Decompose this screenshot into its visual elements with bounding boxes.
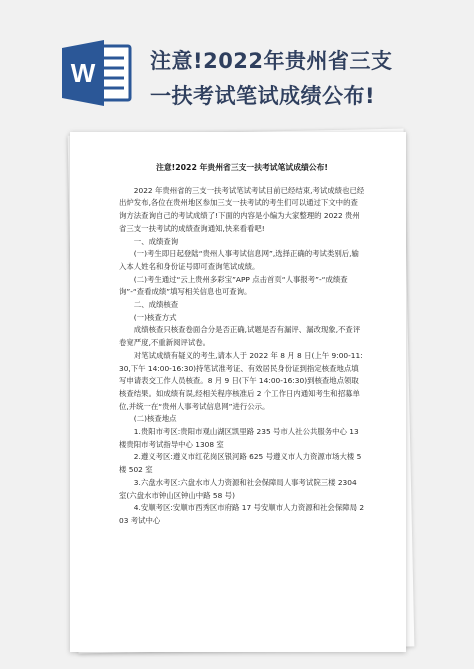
word-letter: W bbox=[70, 58, 96, 88]
header-banner bbox=[0, 0, 474, 140]
document-paragraph: (一)考生即日起登陆“贵州人事考试信息网”,选择正确的考试类别后,输入本人姓名和身份证号即可查询笔试成绩。 bbox=[119, 249, 359, 271]
section-heading: 二、成绩核查 bbox=[133, 300, 179, 310]
document-paragraph: 3.六盘水考区:六盘水市人力资源和社会保障局人事考试院三楼 2304 室(六盘水市钟山区钟山中路 58 号) bbox=[119, 477, 357, 500]
section-heading: (一)核查方式 bbox=[133, 312, 177, 322]
page-title-line-1: 注意!2022年贵州省三支 bbox=[150, 49, 393, 73]
document-paragraph: 4.安顺考区:安顺市西秀区市府路 17 号安顺市人力资源和社会保障局 203 考试中心 bbox=[119, 503, 365, 525]
paragraph-list bbox=[119, 185, 365, 528]
document-title: 注意!2022 年贵州省三支一扶考试笔试成绩公布! bbox=[156, 163, 328, 172]
document-paragraph: 2.遵义考区:遵义市红花岗区银河路 625 号遵义市人力资源市场大楼 5 楼 502 室 bbox=[119, 452, 362, 475]
page-title-line-2: 一扶考试笔试成绩公布! bbox=[150, 84, 376, 108]
section-heading: 一、成绩查询 bbox=[133, 236, 179, 246]
document-paragraph: 1.贵阳市考区:贵阳市观山湖区凯里路 235 号市人社公共服务中心 13 楼贵阳市考试指导中心 1308 室 bbox=[119, 427, 359, 449]
document-paragraph: 2022 年贵州省的三支一扶考试笔试考试目前已经结束,考试成绩也已经出炉发布,各位在贵州地区参加三支一扶考试的考生们可以通过下文中的查询方法查询自己的考试成绩了!下面的内容是小编为大家整理的 2022 贵州省三支一扶考试的成绩查询通知,快来看看吧! bbox=[119, 185, 365, 233]
document-paragraph: (二)考生通过“云上贵州多彩宝”APP 点击首页“人事报考”-“成绩查询”-“查看成绩”填写相关信息也可查询。 bbox=[119, 274, 348, 297]
document-paragraph: 对笔试成绩有疑义的考生,请本人于 2022 年 8 月 8 日(上午 9:00-11:30,下午 14:00-16:30)持笔试准考证、有效居民身份证到指定核查地点填写申请表交工作人员核查。8 月 9 日(下午 14:00-16:30)到核查地点领取核查结果。如成绩有误,经相关程序核准后 2 个工作日内通知考生和招募单位,并统一在“贵州人事考试信息网”进行公示。 bbox=[119, 350, 363, 411]
document-body bbox=[119, 162, 365, 528]
word-doc-icon bbox=[62, 40, 134, 106]
document-paragraph: 成绩核查只核查卷面合分是否正确,试题是否有漏评、漏改现象,不查评卷宽严度,不重新阅评试卷。 bbox=[119, 325, 361, 348]
section-heading: (二)核查地点 bbox=[133, 414, 177, 424]
document-page bbox=[70, 132, 406, 652]
